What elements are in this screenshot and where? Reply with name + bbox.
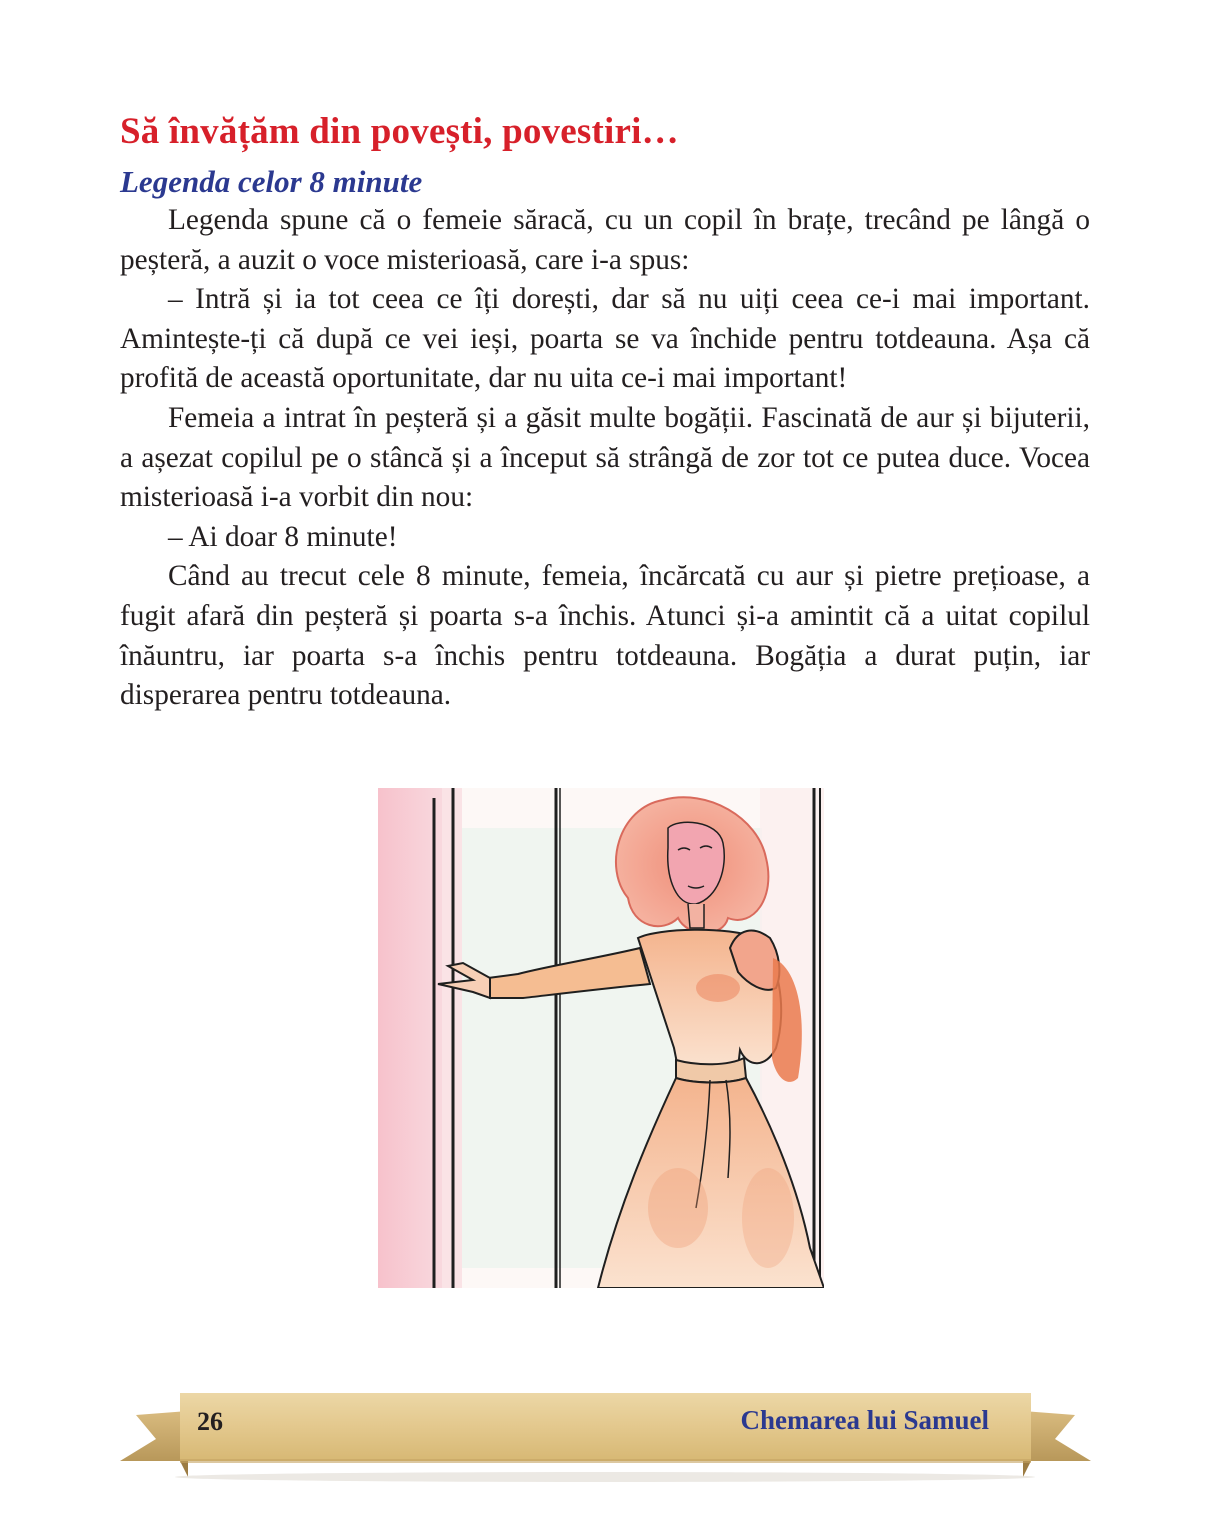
footer-book-title: Chemarea lui Samuel xyxy=(740,1405,989,1435)
story-paragraph: – Ai doar 8 minute! xyxy=(168,520,398,553)
story-title: Legenda celor 8 minute xyxy=(120,164,423,199)
illustration-woman-at-cave-door xyxy=(378,788,824,1288)
story-paragraph: Femeia a intrat în peșteră și a găsit multe bogății. Fascinată de aur și bijuterii, a așezat copilul pe o stâncă și a început să strângă de zor tot ce putea duce. Vocea misterioasă i-a vorbit din nou: xyxy=(120,401,1090,514)
story-paragraph: Când au trecut cele 8 minute, femeia, încărcată cu aur și pietre prețioase, a fugit afară din peșteră și poarta s-a închis. Atunci și-a amintit că a uitat copilul înăuntru, iar poarta s-a închis pentru totdeauna. Bogăția a durat puțin, iar disperarea pentru totdeauna. xyxy=(120,560,1090,712)
story-paragraph: Legenda spune că o femeie săracă, cu un copil în brațe, trecând pe lângă o peșteră, a auzit o voce misterioasă, care i-a spus: xyxy=(120,204,1090,276)
story-body xyxy=(120,201,1090,716)
page-heading: Să învățăm din povești, povestiri… xyxy=(120,111,679,152)
page-number: 26 xyxy=(197,1407,223,1436)
story-paragraph: – Intră și ia tot ceea ce îți dorești, dar să nu uiți ceea ce-i mai important. Amintește-ți că după ce vei ieși, poarta se va închide pentru totdeauna. Așa că profită de această oportunitate, dar nu uita ce-i mai important! xyxy=(120,283,1090,395)
